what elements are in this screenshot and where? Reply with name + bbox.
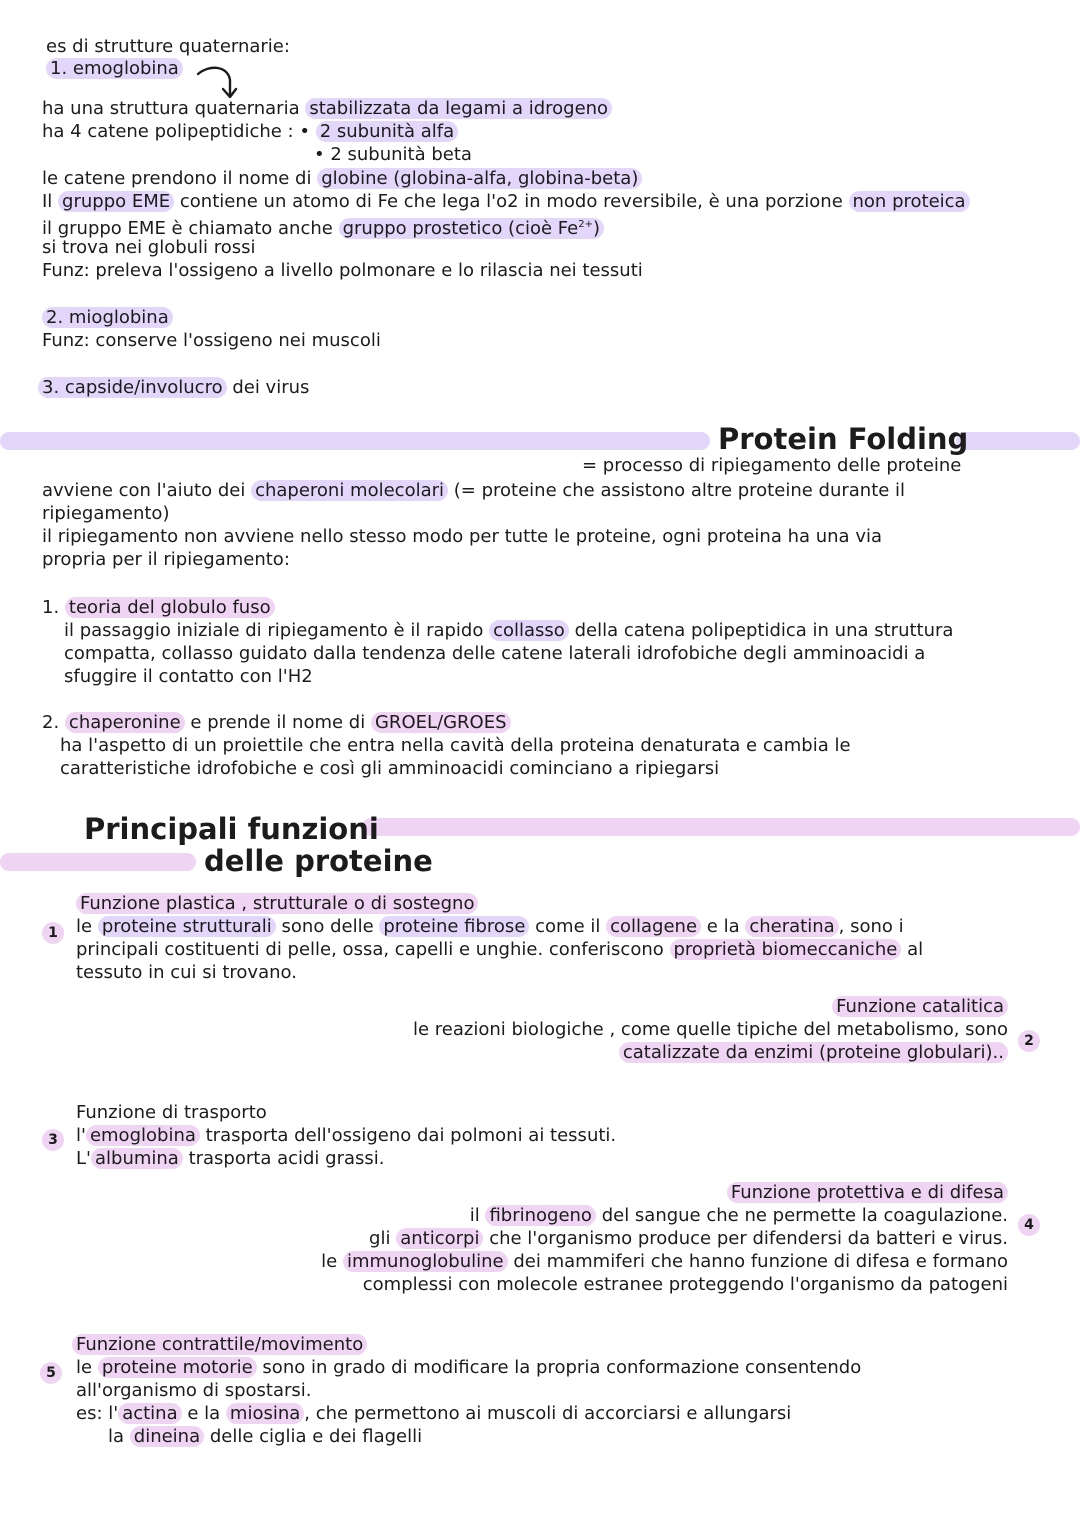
emoglobina-line-4: le catene prendono il nome di globine (globina-alfa, globina-beta) <box>42 168 642 190</box>
funzioni-title-1: Principali funzioni <box>84 812 379 846</box>
emoglobina-line-7: si trova nei globuli rossi <box>42 237 256 258</box>
funzione-2-title: Funzione catalitica <box>832 996 1008 1018</box>
emoglobina-line-6: il gruppo EME è chiamato anche gruppo prostetico (cioè $Fe^{2+}$) <box>42 214 604 240</box>
funzione-1-number: 1 <box>42 922 64 944</box>
funzioni-title-2: delle proteine <box>204 844 433 878</box>
funzione-2-line-1: le reazioni biologiche , come quelle tipiche del metabolismo, sono <box>413 1019 1008 1040</box>
funzione-3-number: 3 <box>42 1129 64 1151</box>
funzione-5-line-2: all'organismo di spostarsi. <box>76 1380 312 1401</box>
funzione-5-line-3: es: l' actina e la miosina , che permettono ai muscoli di accorciarsi e allungarsi <box>76 1403 792 1424</box>
mioglobina-text: Funz: conserve l'ossigeno nei muscoli <box>42 330 381 351</box>
teoria-2-line-2: caratteristiche idrofobiche e così gli amminoacidi cominciano a ripiegarsi <box>60 758 720 779</box>
folding-bar-left <box>0 432 710 450</box>
folding-p2-line-2: propria per il ripiegamento: <box>42 549 290 570</box>
funzione-2-line-2: catalizzate da enzimi (proteine globulari).. <box>619 1042 1008 1064</box>
emoglobina-line-1: ha una struttura quaternaria stabilizzata da legami a idrogeno <box>42 98 612 120</box>
funzione-1-title: Funzione plastica , strutturale o di sostegno <box>76 893 478 915</box>
folding-p1-line-2: ripiegamento) <box>42 503 170 524</box>
folding-p2-line-1: il ripiegamento non avviene nello stesso modo per tutte le proteine, ogni proteina ha una via <box>42 526 882 547</box>
folding-bar-right <box>956 432 1080 450</box>
funzione-1-line-3: tessuto in cui si trovano. <box>76 962 297 983</box>
teoria-1-label: 1. teoria del globulo fuso <box>42 597 275 619</box>
folding-title: Protein Folding <box>718 422 969 456</box>
teoria-2-label: 2. chaperonine e prende il nome di GROEL/GROES <box>42 712 511 734</box>
funzione-1-line-2: principali costituenti di pelle, ossa, capelli e unghie. conferiscono proprietà biomeccaniche al <box>76 939 924 960</box>
funzione-5-title: Funzione contrattile/movimento <box>72 1334 367 1356</box>
emoglobina-line-2: ha 4 catene polipeptidiche : • 2 subunità alfa <box>42 121 458 143</box>
funzione-4-line-4: complessi con molecole estranee proteggendo l'organismo da patogeni <box>362 1274 1008 1295</box>
teoria-1-line-2: compatta, collasso guidato dalla tendenza delle catene laterali idrofobiche degli amminoacidi a <box>64 643 926 664</box>
funzione-3-line-2: L' albumina trasporta acidi grassi. <box>76 1148 385 1169</box>
funzione-4-line-2: gli anticorpi che l'organismo produce per difendersi da batteri e virus. <box>369 1228 1008 1249</box>
funzione-4-line-1: il fibrinogeno del sangue che ne permette la coagulazione. <box>469 1205 1008 1226</box>
teoria-2-line-1: ha l'aspetto di un proiettile che entra nella cavità della proteina denaturata e cambia le <box>60 735 851 756</box>
funzione-3-title: Funzione di trasporto <box>76 1102 267 1123</box>
funzione-1-line-1: le proteine strutturali sono delle proteine fibrose come il collagene e la cheratina , sono i <box>76 916 904 937</box>
funzione-2-number: 2 <box>1018 1030 1040 1052</box>
folding-definition: = processo di ripiegamento delle proteine <box>582 455 962 476</box>
funzione-5-line-4: la dineina delle ciglia e dei flagelli <box>108 1426 423 1447</box>
item-capside: 3. capside/involucro dei virus <box>38 377 309 399</box>
folding-p1-line-1: avviene con l'aiuto dei chaperoni molecolari (= proteine che assistono altre proteine durante il <box>42 480 906 501</box>
funzione-5-line-1: le proteine motorie sono in grado di modificare la propria conformazione consentendo <box>76 1357 862 1378</box>
funzione-3-line-1: l' emoglobina trasporta dell'ossigeno dai polmoni ai tessuti. <box>76 1125 617 1146</box>
funzione-4-title: Funzione protettiva e di difesa <box>727 1182 1008 1204</box>
funzioni-bar-left <box>0 853 196 871</box>
teoria-1-line-1: il passaggio iniziale di ripiegamento è il rapido collasso della catena polipeptidica in una struttura <box>64 620 954 641</box>
curved-arrow-icon <box>196 62 238 102</box>
emoglobina-line-5: Il gruppo EME contiene un atomo di Fe che lega l'o2 in modo reversibile, è una porzione non proteica <box>42 191 970 213</box>
funzione-5-number: 5 <box>40 1362 62 1384</box>
funzioni-bar-right <box>362 818 1080 836</box>
teoria-1-line-3: sfuggire il contatto con l'H2 <box>64 666 313 687</box>
emoglobina-line-8: Funz: preleva l'ossigeno a livello polmonare e lo rilascia nei tessuti <box>42 260 643 281</box>
item-emoglobina-label: 1. emoglobina <box>46 58 183 80</box>
quaternarie-heading: es di strutture quaternarie: <box>46 36 290 57</box>
funzione-4-line-3: le immunoglobuline dei mammiferi che hanno funzione di difesa e formano <box>321 1251 1008 1272</box>
emoglobina-line-3: • 2 subunità beta <box>314 144 472 165</box>
funzione-4-number: 4 <box>1018 1214 1040 1236</box>
item-mioglobina-label: 2. mioglobina <box>42 307 173 329</box>
